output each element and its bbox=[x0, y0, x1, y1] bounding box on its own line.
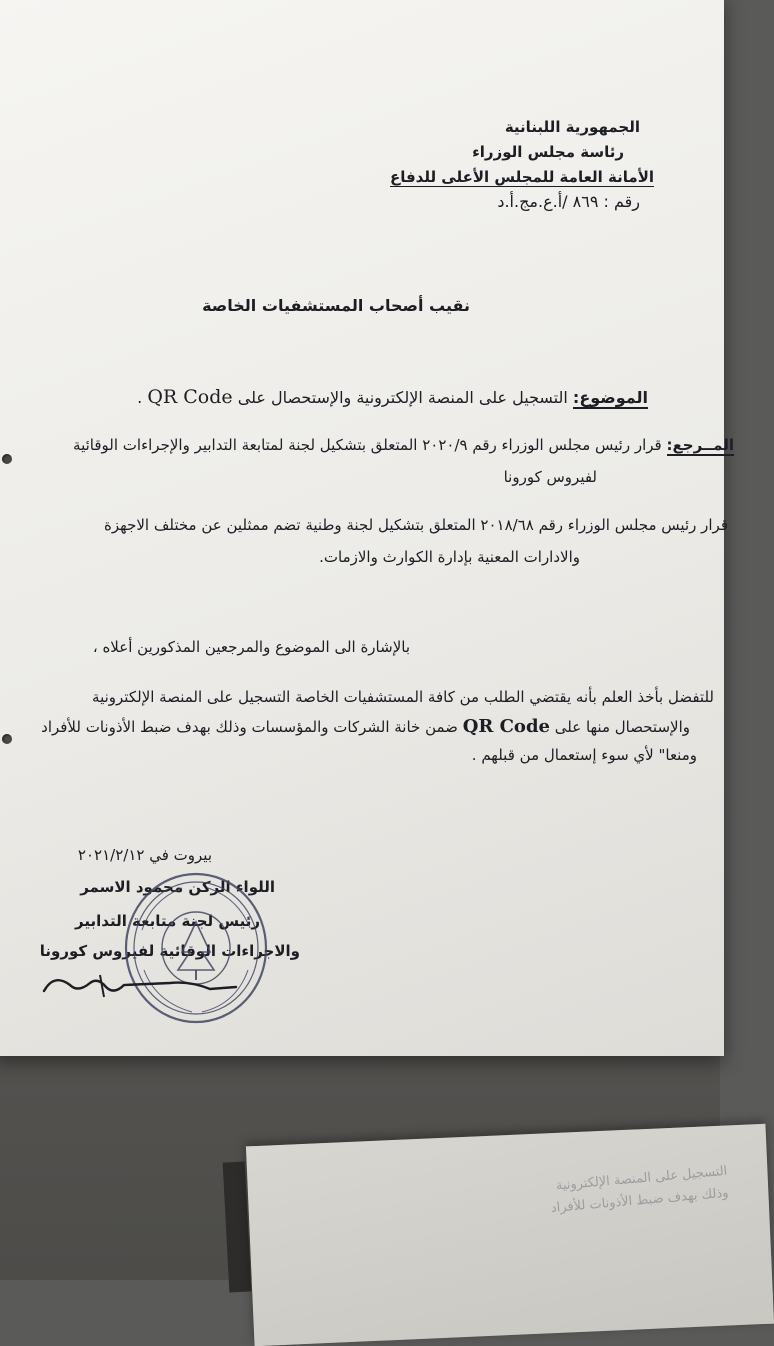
header-secretariat: الأمانة العامة للمجلس الأعلى للدفاع bbox=[389, 168, 654, 186]
subject-label: الموضوع: bbox=[572, 388, 648, 407]
subject-text: التسجيل على المنصة الإلكترونية والإستحصال على bbox=[237, 388, 568, 407]
body-text-a: والإستحصال منها على bbox=[554, 718, 690, 736]
reference-line-2: لفيروس كورونا bbox=[503, 468, 597, 486]
background-page-line: التسجيل على المنصة الإلكترونية bbox=[555, 1163, 728, 1194]
reference-number bbox=[497, 192, 640, 211]
background-page-line: وذلك بهدف ضبط الأذونات للأفراد bbox=[550, 1185, 729, 1217]
reference-text-1: قرار رئيس مجلس الوزراء رقم ٢٠٢٠/٩ المتعلق بتشكيل لجنة لمتابعة التدابير والإجراءات الوقائية bbox=[73, 436, 662, 454]
reference-line-4: والادارات المعنية بإدارة الكوارث والازمات. bbox=[319, 548, 580, 566]
body-paragraph-line-3: ومنعا" لأي سوء إستعمال من قبلهم . bbox=[471, 746, 697, 764]
reference-label: رقم : bbox=[603, 192, 640, 211]
subject-end: . bbox=[137, 388, 143, 407]
header-republic: الجمهورية اللبنانية bbox=[504, 118, 640, 136]
reference-line-3: قرار رئيس مجلس الوزراء رقم ٢٠١٨/٦٨ المتعلق بتشكيل لجنة وطنية تضم ممثلين عن مختلف الاجهزة bbox=[104, 516, 728, 534]
body-intro: بالإشارة الى الموضوع والمرجعين المذكورين أعلاه ، bbox=[92, 638, 410, 656]
subject-qr-code: QR Code bbox=[147, 386, 233, 408]
signatory-title-1: رئيس لجنة متابعة التدابير bbox=[75, 912, 260, 930]
signatory-title-2: والاجراءات الوقائية لفيروس كورونا bbox=[39, 942, 300, 960]
background-page bbox=[246, 1124, 774, 1346]
body-text-b: ضمن خانة الشركات والمؤسسات وذلك بهدف ضبط الأذونات للأفراد bbox=[41, 718, 458, 736]
body-paragraph-line-1: للتفضل بأخذ العلم بأنه يقتضي الطلب من كافة المستشفيات الخاصة التسجيل على المنصة الإلكترونية bbox=[92, 688, 714, 706]
handwritten-signature bbox=[40, 965, 240, 1005]
reference-section-label: المــرجع: bbox=[666, 436, 734, 454]
reference-value: ٨٦٩ /أ.ع.مج.أ.د bbox=[497, 192, 599, 211]
subject-line bbox=[137, 386, 648, 408]
reference-line-1 bbox=[73, 436, 734, 454]
header-presidency: رئاسة مجلس الوزراء bbox=[472, 143, 624, 161]
body-qr-code: QR Code bbox=[462, 716, 550, 737]
punch-hole bbox=[2, 734, 12, 744]
signatory-name: اللواء الركن محمود الاسمر bbox=[80, 878, 275, 896]
place-date: بيروت في ٢٠٢١/٢/١٢ bbox=[77, 846, 212, 864]
punch-hole bbox=[2, 454, 12, 464]
body-paragraph-line-2 bbox=[41, 716, 690, 737]
addressee: نقيب أصحاب المستشفيات الخاصة bbox=[202, 296, 470, 315]
